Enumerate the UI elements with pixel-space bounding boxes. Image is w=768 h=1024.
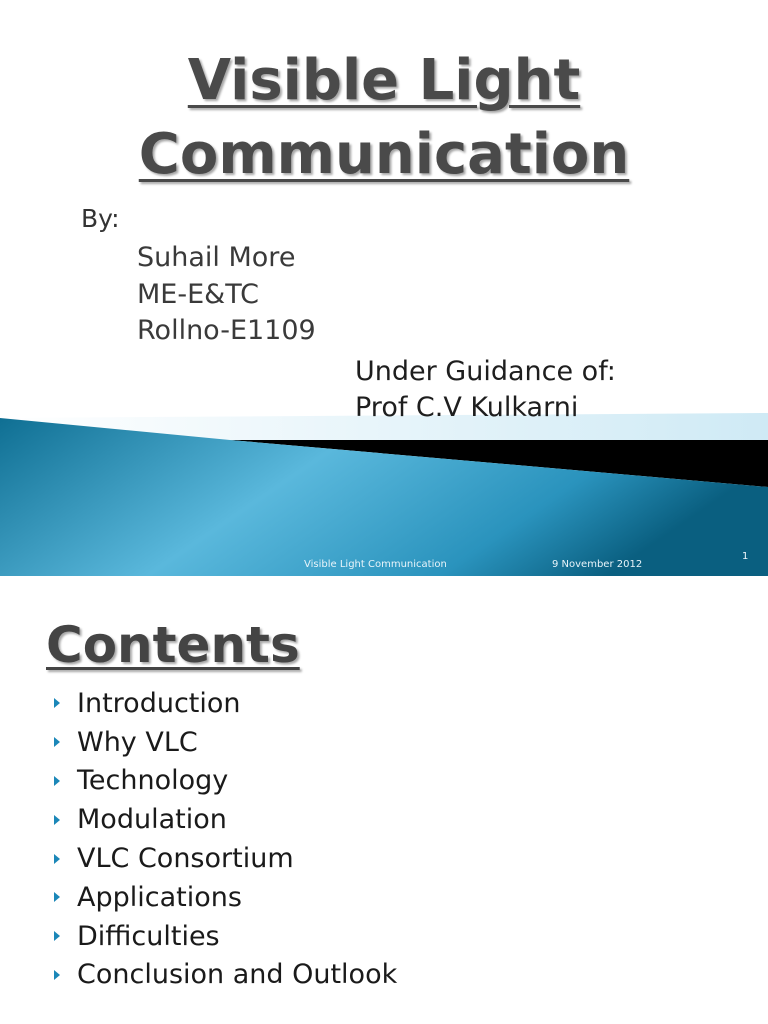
guidance-label: Under Guidance of: bbox=[355, 356, 616, 387]
list-item bbox=[54, 878, 397, 917]
list-item-label: Introduction bbox=[77, 687, 241, 719]
guide-name: Prof C.V Kulkarni bbox=[355, 392, 579, 423]
list-item-label: Modulation bbox=[77, 804, 227, 836]
list-item bbox=[54, 762, 397, 801]
list-item-label: Why VLC bbox=[77, 726, 198, 758]
bullet-arrow-icon bbox=[54, 931, 60, 941]
list-item bbox=[54, 839, 397, 878]
page-number: 1 bbox=[742, 551, 749, 562]
bullet-arrow-icon bbox=[54, 854, 60, 864]
bullet-arrow-icon bbox=[54, 737, 60, 747]
title-line-2: Communication bbox=[138, 122, 630, 187]
bullet-arrow-icon bbox=[54, 815, 60, 825]
author-department: ME-E&TC bbox=[137, 279, 259, 310]
bullet-arrow-icon bbox=[54, 776, 60, 786]
slide-title bbox=[0, 44, 768, 192]
author-roll-number: Rollno-E1109 bbox=[137, 315, 316, 346]
bullet-arrow-icon bbox=[54, 698, 60, 708]
bullet-arrow-icon bbox=[54, 892, 60, 902]
title-line-1: Visible Light bbox=[187, 48, 581, 113]
contents-title: Contents bbox=[46, 616, 300, 674]
list-item bbox=[54, 684, 397, 723]
list-item bbox=[54, 800, 397, 839]
list-item bbox=[54, 723, 397, 762]
list-item-label: VLC Consortium bbox=[77, 843, 294, 875]
list-item bbox=[54, 956, 397, 995]
slide-2 bbox=[0, 576, 768, 1024]
footer-title: Visible Light Communication bbox=[304, 559, 447, 570]
footer-date: 9 November 2012 bbox=[552, 559, 643, 570]
by-label: By: bbox=[81, 204, 120, 233]
list-item-label: Applications bbox=[77, 881, 242, 913]
contents-list bbox=[54, 684, 397, 994]
bullet-arrow-icon bbox=[54, 970, 60, 980]
list-item-label: Technology bbox=[77, 765, 229, 797]
author-name: Suhail More bbox=[137, 242, 296, 273]
list-item-label: Conclusion and Outlook bbox=[77, 959, 398, 991]
list-item bbox=[54, 917, 397, 956]
list-item-label: Difficulties bbox=[77, 920, 220, 952]
